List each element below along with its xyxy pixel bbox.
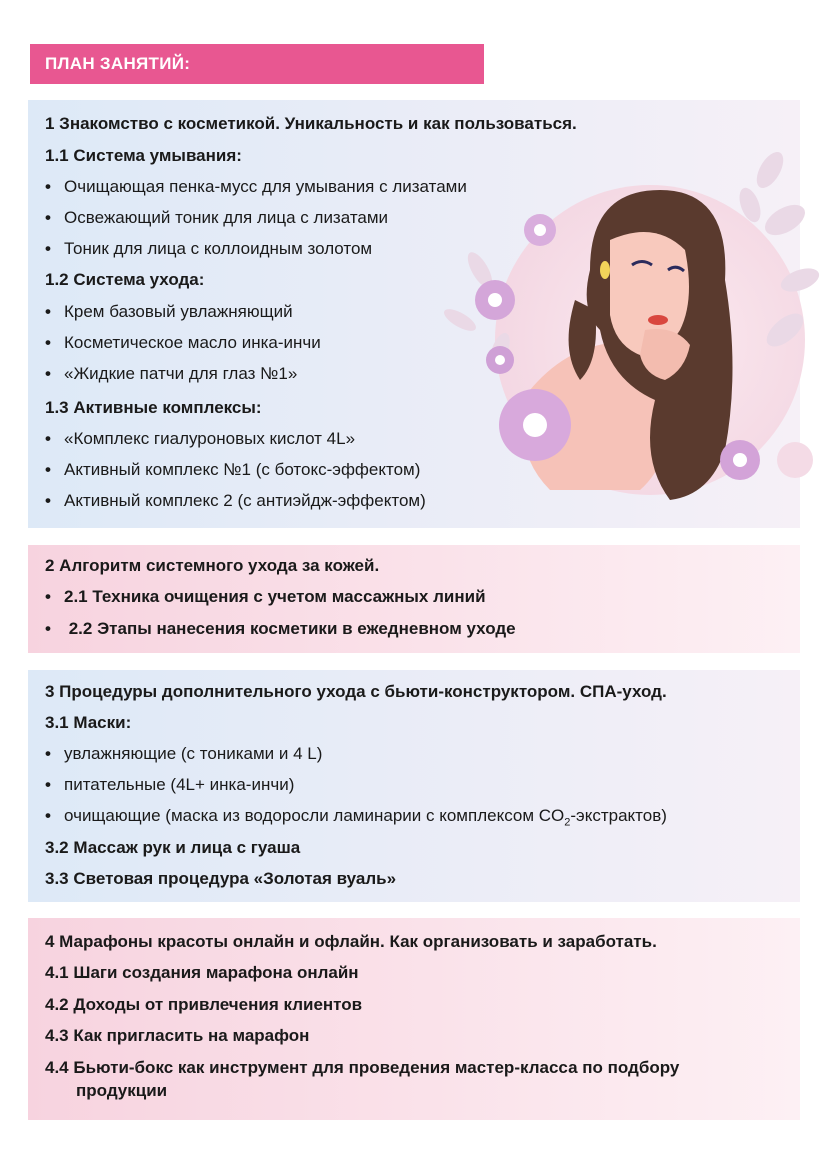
section-3-2-title: 3.2 Массаж рук и лица с гуаша [45, 838, 301, 857]
list-item: • Освежающий тоник для лица с лизатами [45, 208, 389, 227]
list-item: • питательные (4L+ инка-инчи) [45, 775, 295, 794]
section-1-1-title: 1.1 Система умывания: [45, 146, 242, 165]
list-item: • Косметическое масло инка-инчи [45, 333, 321, 352]
list-item: • 2.2 Этапы нанесения косметики в ежедневном уходе [45, 619, 516, 638]
list-item: • увлажняющие (с тониками и 4 L) [45, 744, 323, 763]
list-item: • «Жидкие патчи для глаз №1» [45, 364, 298, 383]
list-item: • «Комплекс гиалуроновых кислот 4L» [45, 429, 356, 448]
section-4-1-title: 4.1 Шаги создания марафона онлайн [45, 963, 359, 982]
section-3-3-title: 3.3 Световая процедура «Золотая вуаль» [45, 869, 397, 888]
section-1-3-title: 1.3 Активные комплексы: [45, 398, 262, 417]
section-3-title: 3 Процедуры дополнительного ухода с бьюти-конструктором. СПА-уход. [45, 682, 667, 701]
section-4-2-title: 4.2 Доходы от привлечения клиентов [45, 995, 363, 1014]
section-4-4-continuation: продукции [76, 1081, 168, 1100]
section-2-title: 2 Алгоритм системного ухода за кожей. [45, 556, 380, 575]
section-1-title: 1 Знакомство с косметикой. Уникальность и как пользоваться. [45, 114, 577, 133]
list-item: • Очищающая пенка-мусс для умывания с лизатами [45, 177, 467, 196]
section-1-2-title: 1.2 Система ухода: [45, 270, 205, 289]
plan-header [30, 44, 484, 84]
list-item: • Активный комплекс №1 (с ботокс-эффектом) [45, 460, 421, 479]
section-4-title: 4 Марафоны красоты онлайн и офлайн. Как организовать и заработать. [45, 932, 657, 951]
small-circle [777, 442, 813, 478]
woman-illustration [440, 130, 820, 505]
list-item: • Тоник для лица с коллоидным золотом [45, 239, 373, 258]
section-3-1-title: 3.1 Маски: [45, 713, 132, 732]
lips [648, 315, 668, 325]
plan-header-title: ПЛАН ЗАНЯТИЙ: [45, 54, 191, 73]
list-item: • 2.1 Техника очищения с учетом массажных линий [45, 587, 486, 606]
earring [600, 261, 610, 279]
list-item: • Крем базовый увлажняющий [45, 302, 293, 321]
section-4-3-title: 4.3 Как пригласить на марафон [45, 1026, 310, 1045]
list-item: • очищающие (маска из водоросли ламинарии с комплексом $CO_2-экстрактов$) [45, 806, 667, 829]
list-item: • Активный комплекс 2 (с антиэйдж-эффектом) [45, 491, 426, 510]
section-4-4-title: 4.4 Бьюти-бокс как инструмент для проведения мастер-класса по подбору [45, 1058, 680, 1077]
